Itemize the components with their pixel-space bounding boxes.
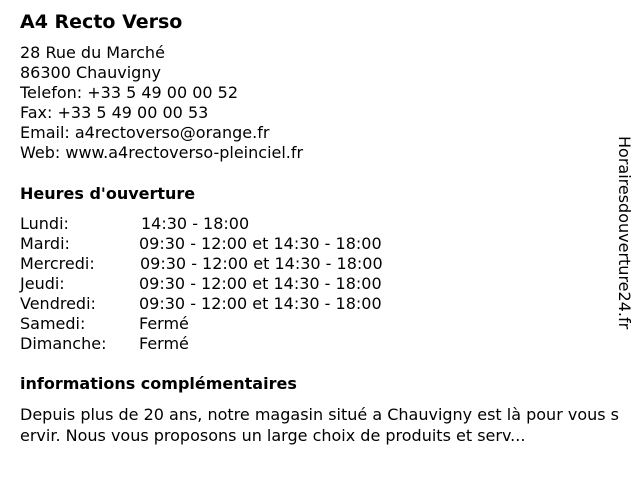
- time-value: 14:30 - 18:00: [141, 214, 250, 233]
- time-value: 09:30 - 12:00 et 14:30 - 18:00: [139, 294, 382, 313]
- time-value: Fermé: [139, 334, 189, 353]
- hours-row-wednesday: [20, 254, 620, 274]
- time-value: 09:30 - 12:00 et 14:30 - 18:00: [139, 234, 382, 253]
- day-label: Lundi:: [20, 214, 69, 233]
- hours-row-saturday: [20, 314, 620, 334]
- time-value: Fermé: [139, 314, 189, 333]
- day-label: Mercredi:: [20, 254, 95, 273]
- street-address: 28 Rue du Marché: [20, 43, 165, 62]
- day-label: Samedi:: [20, 314, 86, 333]
- site-watermark-text: Horairesdouverture24.fr: [615, 136, 634, 330]
- phone-number: Telefon: +33 5 49 00 00 52: [20, 83, 239, 102]
- hours-row-tuesday: [20, 234, 620, 254]
- hours-row-friday: [20, 294, 620, 314]
- city-address: 86300 Chauvigny: [20, 63, 161, 82]
- day-label: Jeudi:: [20, 274, 65, 293]
- hours-row-thursday: [20, 274, 620, 294]
- time-value: 09:30 - 12:00 et 14:30 - 18:00: [140, 254, 383, 273]
- day-label: Dimanche:: [20, 334, 107, 353]
- business-name: A4 Recto Verso: [20, 11, 183, 33]
- day-label: Vendredi:: [20, 294, 96, 313]
- opening-hours-table: [20, 214, 620, 354]
- opening-hours-heading: Heures d'ouverture: [20, 184, 196, 203]
- site-watermark: [612, 136, 636, 346]
- website-address: Web: www.a4rectoverso-pleinciel.fr: [20, 143, 304, 162]
- fax-number: Fax: +33 5 49 00 00 53: [20, 103, 209, 122]
- contact-block: [20, 43, 303, 163]
- business-description: Depuis plus de 20 ans, notre magasin situé a Chauvigny est là pour vous servir. Nous vous proposons un large choix de produits et serv...: [20, 405, 620, 445]
- hours-row-sunday: [20, 334, 620, 354]
- time-value: 09:30 - 12:00 et 14:30 - 18:00: [139, 274, 382, 293]
- additional-info-heading: informations complémentaires: [20, 374, 297, 393]
- hours-row-monday: [20, 214, 620, 234]
- day-label: Mardi:: [20, 234, 70, 253]
- email-address: Email: a4rectoverso@orange.fr: [20, 123, 270, 142]
